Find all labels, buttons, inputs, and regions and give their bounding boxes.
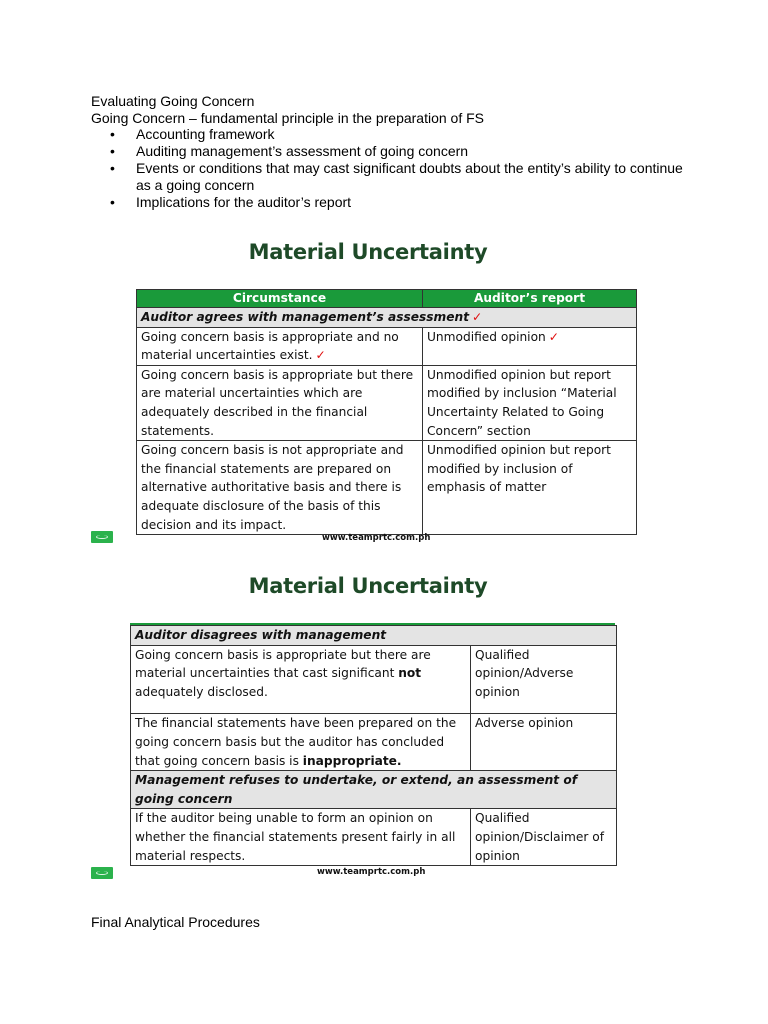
- circumstance-cell: Going concern basis is not appropriate and the financial statements are prepared on alternative authoritative basis and there is adequate disclosure of the basis of this decision and its impact.: [137, 441, 423, 535]
- report-cell: Unmodified opinion but report modified by inclusion of emphasis of matter: [423, 441, 637, 535]
- doc-footer-heading: Final Analytical Procedures: [91, 914, 260, 930]
- column-header-report: Auditor’s report: [423, 290, 637, 308]
- table-row: [131, 809, 617, 866]
- section-row: [137, 308, 637, 328]
- footer-url: www.teamprtc.com.ph: [322, 533, 431, 543]
- slide-1-title: Material Uncertainty: [248, 240, 488, 264]
- table-row: [137, 327, 637, 365]
- table-row: [131, 645, 617, 714]
- slide-2: [88, 560, 648, 885]
- section-label: Management refuses to undertake, or extend, an assessment of going concern: [131, 771, 617, 809]
- cell-text: Unmodified opinion: [427, 329, 546, 344]
- report-cell: Qualified opinion/Disclaimer of opinion: [471, 809, 617, 866]
- section-label: Auditor disagrees with management: [131, 626, 617, 646]
- column-header-circumstance: Circumstance: [137, 290, 423, 308]
- bullet-item: • Accounting framework: [110, 126, 690, 143]
- prtc-logo-icon: [91, 867, 113, 879]
- report-cell: Unmodified opinion but report modified by inclusion “Material Uncertainty Related to Going Concern” section: [423, 365, 637, 440]
- doc-heading: Evaluating Going Concern: [91, 93, 255, 109]
- section-row: [131, 771, 617, 809]
- cell-text: Going concern basis is appropriate but there are material uncertainties that cast significant: [135, 647, 431, 681]
- table-row: [131, 714, 617, 771]
- circumstance-cell: [137, 327, 423, 365]
- cell-text: The financial statements have been prepared on the going concern basis but the auditor has concluded that going concern basis is: [135, 716, 457, 768]
- check-icon: ✓: [548, 329, 559, 344]
- cell-text: Going concern basis is appropriate and no material uncertainties exist.: [141, 329, 399, 363]
- table-row: [137, 441, 637, 535]
- slide-2-title: Material Uncertainty: [248, 574, 488, 598]
- report-cell: [423, 327, 637, 365]
- slide-1-table: [136, 289, 637, 535]
- section-row: [131, 626, 617, 646]
- slide-2-table: [130, 625, 617, 866]
- slide-1: [88, 228, 648, 546]
- cell-text-bold: inappropriate.: [302, 753, 402, 768]
- section-label: [137, 308, 637, 328]
- circumstance-cell: [131, 645, 471, 714]
- bullet-item: • Auditing management’s assessment of going concern: [110, 143, 690, 160]
- table-row: [137, 365, 637, 440]
- bullet-item: • Events or conditions that may cast significant doubts about the entity’s ability to continue as a going concern: [110, 160, 690, 194]
- circumstance-cell: [131, 714, 471, 771]
- circumstance-cell: If the auditor being unable to form an opinion on whether the financial statements present fairly in all material respects.: [131, 809, 471, 866]
- report-cell: Adverse opinion: [471, 714, 617, 771]
- table-header-row: [137, 290, 637, 308]
- cell-text-bold: not: [398, 666, 422, 681]
- report-cell: Qualified opinion/Adverse opinion: [471, 645, 617, 714]
- cell-text: adequately disclosed.: [135, 684, 268, 699]
- check-icon: ✓: [472, 310, 483, 324]
- doc-subheading: Going Concern – fundamental principle in the preparation of FS: [91, 110, 485, 126]
- bullet-list: [110, 126, 690, 211]
- section-text: Auditor agrees with management’s assessment: [141, 310, 470, 324]
- bullet-item: • Implications for the auditor’s report: [110, 194, 690, 211]
- circumstance-cell: Going concern basis is appropriate but there are material uncertainties which are adequately described in the financial statements.: [137, 365, 423, 440]
- prtc-logo-icon: [91, 531, 113, 543]
- check-icon: ✓: [315, 348, 326, 363]
- footer-url: www.teamprtc.com.ph: [317, 867, 426, 877]
